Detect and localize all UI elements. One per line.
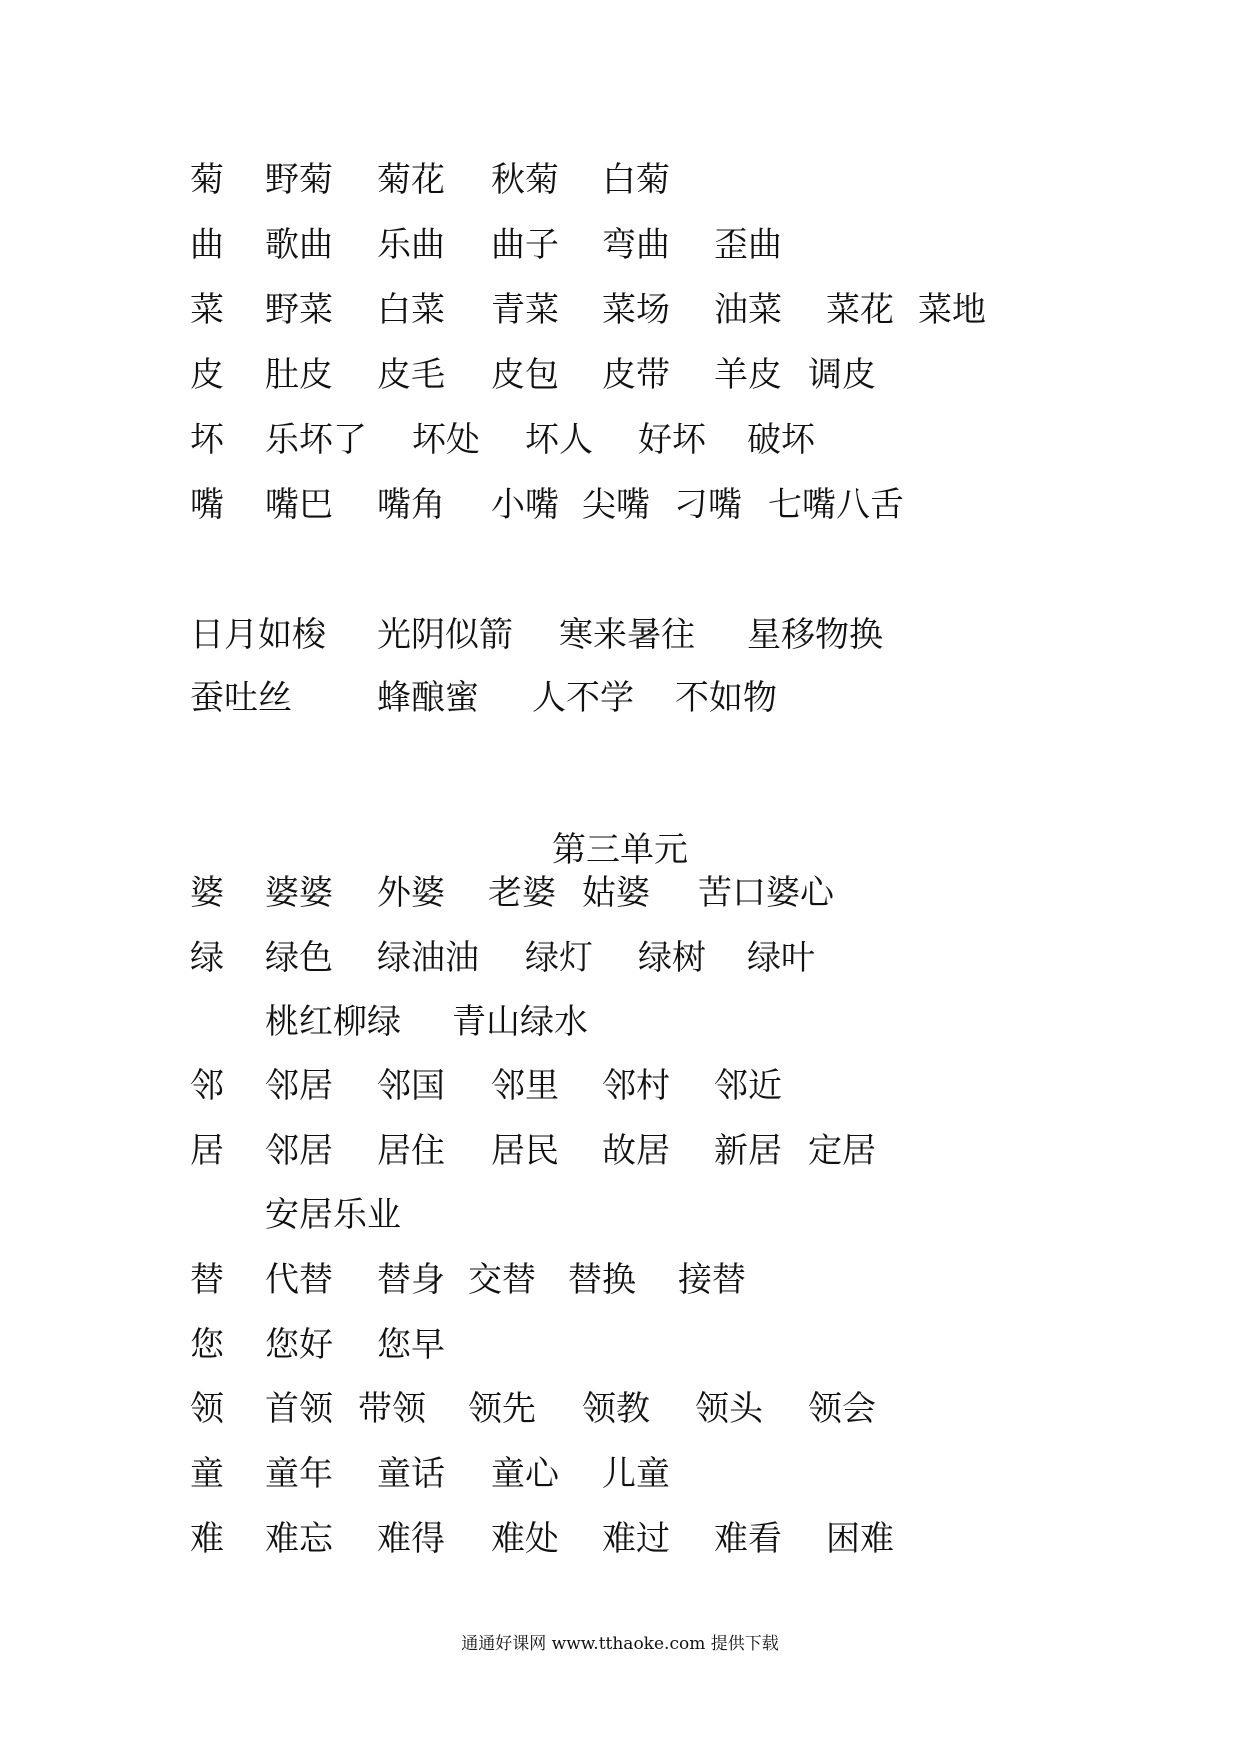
idiom-phrase: 星移物换 [747,615,883,655]
head-character: 坏 [190,420,224,460]
vocab-word: 绿色 [265,938,333,978]
vocab-word: 皮带 [602,355,670,395]
vocab-word: 白菊 [602,160,670,200]
vocab-word: 邻近 [714,1066,782,1106]
vocab-word: 坏处 [412,420,480,460]
head-character: 婆 [190,873,224,913]
vocab-word: 居住 [377,1131,445,1171]
vocab-word: 邻国 [377,1066,445,1106]
vocab-word: 嘴角 [377,485,445,525]
vocab-word: 难看 [714,1519,782,1559]
vocab-word: 接替 [678,1260,746,1300]
vocab-word: 难处 [491,1519,559,1559]
idiom-phrase: 蜂酿蜜 [377,678,479,718]
vocab-word: 皮包 [491,355,559,395]
vocab-word: 白菜 [377,290,445,330]
vocab-word: 绿灯 [525,938,593,978]
head-character: 嘴 [190,485,224,525]
vocab-word: 安居乐业 [265,1195,401,1235]
vocab-word: 油菜 [714,290,782,330]
vocab-word: 替身 [377,1260,445,1300]
head-character: 替 [190,1260,224,1300]
vocab-word: 曲子 [491,225,559,265]
vocab-word: 外婆 [377,873,445,913]
vocab-word: 邻居 [265,1131,333,1171]
vocab-word: 秋菊 [491,160,559,200]
vocab-word: 难得 [377,1519,445,1559]
head-character: 童 [190,1454,224,1494]
vocab-word: 婆婆 [265,873,333,913]
idiom-phrase: 蚕吐丝 [190,678,292,718]
vocab-word: 七嘴八舌 [768,485,904,525]
head-character: 曲 [190,225,224,265]
vocab-word: 您早 [377,1325,445,1365]
vocab-word: 交替 [468,1260,536,1300]
idiom-phrase: 光阴似箭 [377,615,513,655]
head-character: 绿 [190,938,224,978]
vocab-word: 困难 [826,1519,894,1559]
vocab-word: 坏人 [525,420,593,460]
vocab-word: 菜花 [826,290,894,330]
vocab-word: 菊花 [377,160,445,200]
head-character: 难 [190,1519,224,1559]
vocab-word: 青山绿水 [452,1002,588,1042]
vocab-word: 羊皮 [714,355,782,395]
vocab-word: 野菜 [265,290,333,330]
head-character: 皮 [190,355,224,395]
vocab-word: 青菜 [491,290,559,330]
vocab-word: 歌曲 [265,225,333,265]
vocab-word: 替换 [568,1260,636,1300]
vocab-word: 小嘴 [491,485,559,525]
vocab-word: 菜地 [918,290,986,330]
idiom-phrase: 不如物 [675,678,777,718]
vocab-word: 故居 [602,1131,670,1171]
vocab-word: 居民 [491,1131,559,1171]
vocab-word: 皮毛 [377,355,445,395]
vocab-word: 邻里 [491,1066,559,1106]
head-character: 邻 [190,1066,224,1106]
idiom-phrase: 日月如梭 [190,615,326,655]
vocab-word: 难过 [602,1519,670,1559]
unit-heading: 第三单元 [552,830,688,870]
vocab-word: 好坏 [638,420,706,460]
vocab-word: 带领 [358,1389,426,1429]
vocab-word: 野菊 [265,160,333,200]
vocab-word: 新居 [714,1131,782,1171]
vocab-word: 绿树 [638,938,706,978]
idiom-phrase: 寒来暑往 [559,615,695,655]
vocab-word: 定居 [808,1131,876,1171]
vocab-word: 童话 [377,1454,445,1494]
vocab-word: 弯曲 [602,225,670,265]
vocab-word: 代替 [265,1260,333,1300]
vocab-word: 童年 [265,1454,333,1494]
head-character: 您 [190,1325,224,1365]
vocab-word: 桃红柳绿 [265,1002,401,1042]
vocab-word: 刁嘴 [674,485,742,525]
vocab-word: 绿叶 [747,938,815,978]
vocab-word: 领教 [582,1389,650,1429]
head-character: 菜 [190,290,224,330]
vocab-word: 破坏 [747,420,815,460]
vocab-word: 苦口婆心 [698,873,834,913]
vocab-word: 童心 [491,1454,559,1494]
vocab-word: 难忘 [265,1519,333,1559]
head-character: 居 [190,1131,224,1171]
head-character: 领 [190,1389,224,1429]
vocab-word: 绿油油 [377,938,479,978]
vocab-word: 儿童 [602,1454,670,1494]
vocab-word: 尖嘴 [582,485,650,525]
vocab-word: 邻村 [602,1066,670,1106]
vocab-word: 领头 [695,1389,763,1429]
vocab-word: 调皮 [808,355,876,395]
idiom-phrase: 人不学 [532,678,634,718]
vocab-word: 领会 [808,1389,876,1429]
vocab-word: 老婆 [488,873,556,913]
vocab-word: 歪曲 [714,225,782,265]
vocab-word: 乐曲 [377,225,445,265]
vocab-word: 姑婆 [582,873,650,913]
vocab-word: 菜场 [602,290,670,330]
vocab-word: 肚皮 [265,355,333,395]
vocab-word: 乐坏了 [265,420,367,460]
vocab-word: 邻居 [265,1066,333,1106]
vocab-word: 首领 [265,1389,333,1429]
vocab-word: 您好 [265,1325,333,1365]
footer-text: 通通好课网 www.tthaoke.com 提供下载 [461,1634,779,1654]
vocab-word: 嘴巴 [265,485,333,525]
vocab-word: 领先 [468,1389,536,1429]
head-character: 菊 [190,160,224,200]
